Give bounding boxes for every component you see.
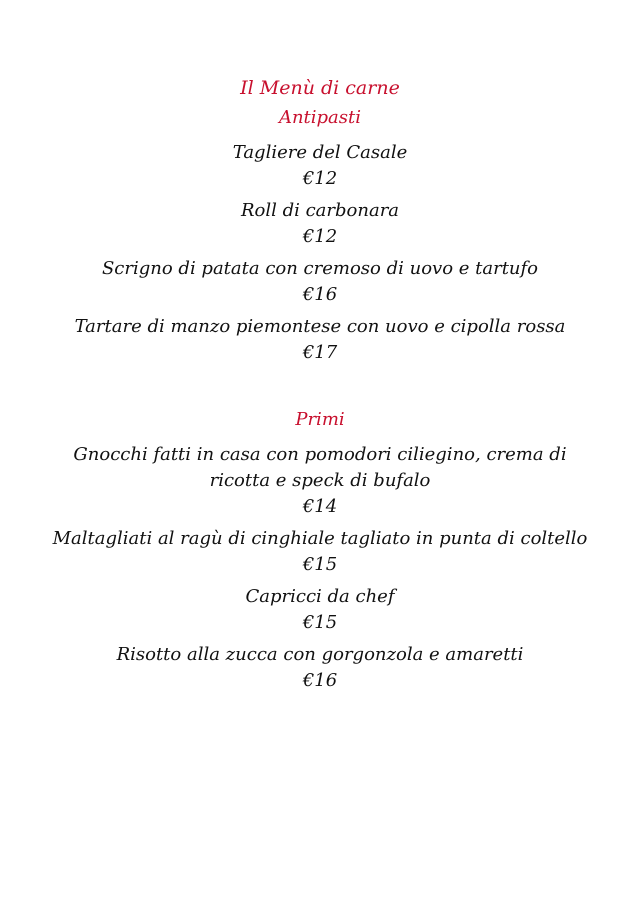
item-price: €14 [302, 496, 338, 517]
section-primi [0, 406, 640, 694]
menu-title: Il Menù di carne [240, 77, 400, 99]
item-price: €16 [302, 284, 338, 305]
menu-item [0, 198, 640, 250]
item-name: Capricci da chef [245, 586, 395, 607]
section-antipasti [0, 104, 640, 366]
item-name: Maltagliati al ragù di cinghiale tagliato in punta di coltello [52, 528, 588, 549]
item-price: €15 [302, 612, 338, 633]
item-name: Gnocchi fatti in casa con pomodori ciliegino, crema di ricotta e speck di bufalo [73, 444, 567, 491]
item-price: €12 [302, 226, 338, 247]
menu-item [0, 584, 640, 636]
item-price: €17 [302, 342, 338, 363]
menu-item [0, 642, 640, 694]
item-name: Risotto alla zucca con gorgonzola e amaretti [116, 644, 524, 665]
item-name: Tagliere del Casale [232, 142, 408, 163]
item-name: Tartare di manzo piemontese con uovo e cipolla rossa [74, 316, 566, 337]
item-name: Scrigno di patata con cremoso di uovo e tartufo [101, 258, 539, 279]
menu-item [0, 526, 640, 578]
item-price: €12 [302, 168, 338, 189]
section-heading: Primi [295, 409, 345, 430]
menu-item [0, 442, 640, 520]
section-heading: Antipasti [278, 107, 362, 128]
menu-document [0, 74, 640, 700]
item-name: Roll di carbonara [240, 200, 400, 221]
menu-item [0, 140, 640, 192]
item-price: €15 [302, 554, 338, 575]
menu-item [0, 256, 640, 308]
section-spacer [0, 372, 640, 406]
item-price: €16 [302, 670, 338, 691]
menu-item [0, 314, 640, 366]
